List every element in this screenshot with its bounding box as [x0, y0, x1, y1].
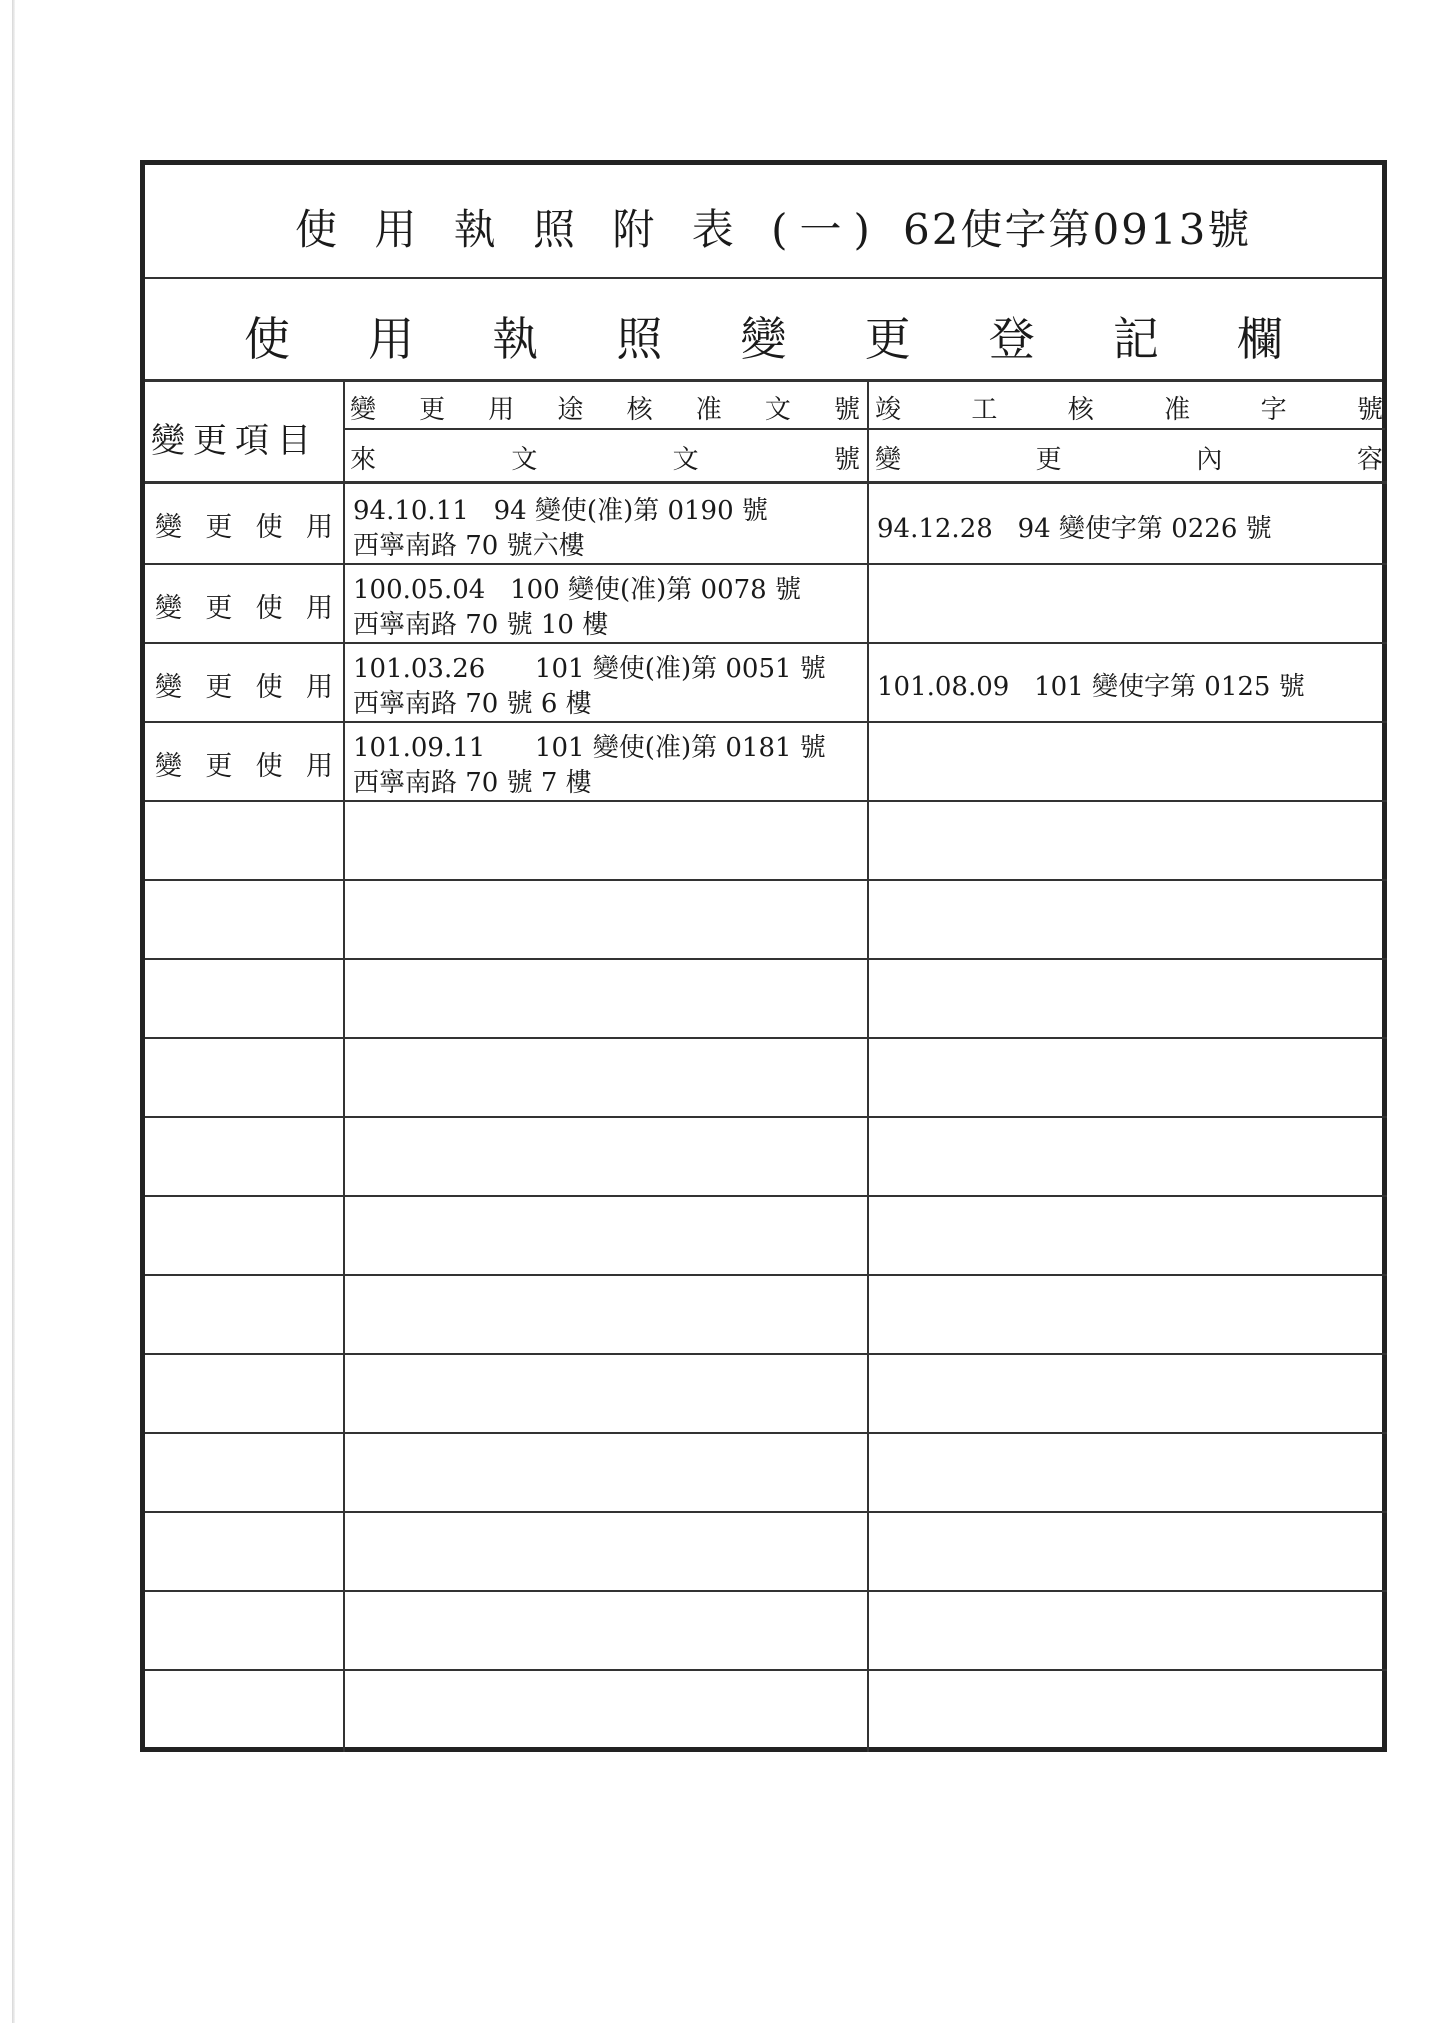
header-char: 途: [557, 395, 584, 425]
row-3-change-item: [155, 665, 333, 704]
header-char: 核: [1067, 395, 1094, 425]
header-change-item: 變更項目: [151, 421, 319, 461]
row-1-approval-line-1: 94.10.11 94 變使(准)第 0190 號: [353, 496, 768, 526]
heading-char: 變: [740, 312, 787, 366]
row-divider: [145, 1669, 1387, 1671]
heading-char: 用: [368, 312, 415, 366]
row-3-approval-line-2: 西寧南路 70 號 6 樓: [353, 689, 592, 719]
header-incoming-document-number: [350, 439, 860, 476]
item-char: 變: [155, 512, 182, 543]
item-char: 使: [255, 751, 283, 782]
row-divider: [145, 1590, 1387, 1592]
row-2-approval-line-1: 100.05.04 100 變使(准)第 0078 號: [353, 575, 801, 605]
license-number: 62使字第0913號: [903, 205, 1252, 254]
column-divider: [867, 382, 869, 1752]
header-char: 更: [419, 395, 446, 425]
row-divider: [145, 1511, 1387, 1513]
item-char: 使: [255, 593, 283, 624]
header-char: 用: [488, 395, 515, 425]
item-char: 更: [205, 751, 233, 782]
item-char: 更: [205, 512, 233, 543]
column-divider: [343, 382, 345, 1752]
row-divider: [145, 958, 1387, 960]
item-char: 使: [255, 512, 283, 543]
header-char: 容: [1356, 445, 1383, 475]
document-title: 使 用 執 照 附 表 (一): [295, 205, 882, 254]
section-heading: [145, 303, 1382, 369]
row-divider: [145, 879, 1387, 881]
row-divider: [145, 800, 1387, 802]
heading-char: 更: [864, 312, 911, 366]
header-char: 變: [350, 395, 377, 425]
license-attachment-table: [140, 160, 1387, 1752]
row-divider: [145, 1274, 1387, 1276]
item-char: 用: [305, 672, 333, 703]
heading-char: 照: [616, 312, 663, 366]
row-4-approval-line-2: 西寧南路 70 號 7 樓: [353, 768, 592, 798]
item-char: 變: [155, 751, 182, 782]
row-2-approval-line-2: 西寧南路 70 號 10 樓: [353, 610, 609, 640]
item-char: 用: [305, 593, 333, 624]
header-char: 准: [695, 395, 722, 425]
header-char: 更: [1035, 445, 1062, 475]
header-bottom-border: [145, 481, 1387, 484]
item-char: 更: [205, 593, 233, 624]
row-divider: [145, 721, 1387, 723]
row-divider: [145, 1353, 1387, 1355]
header-char: 號: [833, 395, 860, 425]
header-char: 號: [833, 445, 860, 475]
row-3-approval-line-1: 101.03.26 101 變使(准)第 0051 號: [353, 654, 826, 684]
row-3-completion: 101.08.09 101 變使字第 0125 號: [877, 672, 1305, 702]
item-char: 變: [155, 593, 182, 624]
row-divider: [145, 642, 1387, 644]
item-char: 用: [305, 512, 333, 543]
header-char: 號: [1356, 395, 1383, 425]
item-char: 變: [155, 672, 182, 703]
heading-char: 記: [1112, 312, 1159, 366]
header-approval-number: [350, 389, 860, 426]
header-char: 核: [626, 395, 653, 425]
header-char: 竣: [875, 395, 902, 425]
row-divider: [145, 1116, 1387, 1118]
row-1-change-item: [155, 505, 333, 544]
header-char: 准: [1164, 395, 1191, 425]
header-change-content: [875, 439, 1383, 476]
row-4-approval-line-1: 101.09.11 101 變使(准)第 0181 號: [353, 733, 826, 763]
scan-edge: [12, 0, 15, 2023]
row-2-change-item: [155, 586, 333, 625]
item-char: 更: [205, 672, 233, 703]
row-divider: [145, 1195, 1387, 1197]
header-char: 文: [764, 395, 791, 425]
header-char: 文: [672, 445, 699, 475]
row-1-completion: 94.12.28 94 變使字第 0226 號: [877, 514, 1272, 544]
header-char: 來: [350, 445, 377, 475]
row-divider: [145, 1037, 1387, 1039]
row-divider: [145, 563, 1387, 565]
heading-char: 登: [988, 312, 1035, 366]
heading-char: 執: [492, 312, 539, 366]
row-divider: [145, 1432, 1387, 1434]
header-char: 字: [1260, 395, 1287, 425]
row-1-approval-line-2: 西寧南路 70 號六樓: [353, 531, 585, 561]
header-char: 文: [511, 445, 538, 475]
title-row: [145, 165, 1382, 279]
heading-char: 使: [244, 312, 291, 366]
item-char: 使: [255, 672, 283, 703]
header-completion-number: [875, 389, 1383, 426]
header-subdivider: [343, 428, 1385, 430]
item-char: 用: [305, 751, 333, 782]
heading-char: 欄: [1236, 312, 1283, 366]
row-4-change-item: [155, 744, 333, 783]
heading-row: [145, 279, 1382, 382]
header-char: 工: [971, 395, 998, 425]
header-char: 內: [1196, 445, 1223, 475]
header-char: 變: [875, 445, 902, 475]
